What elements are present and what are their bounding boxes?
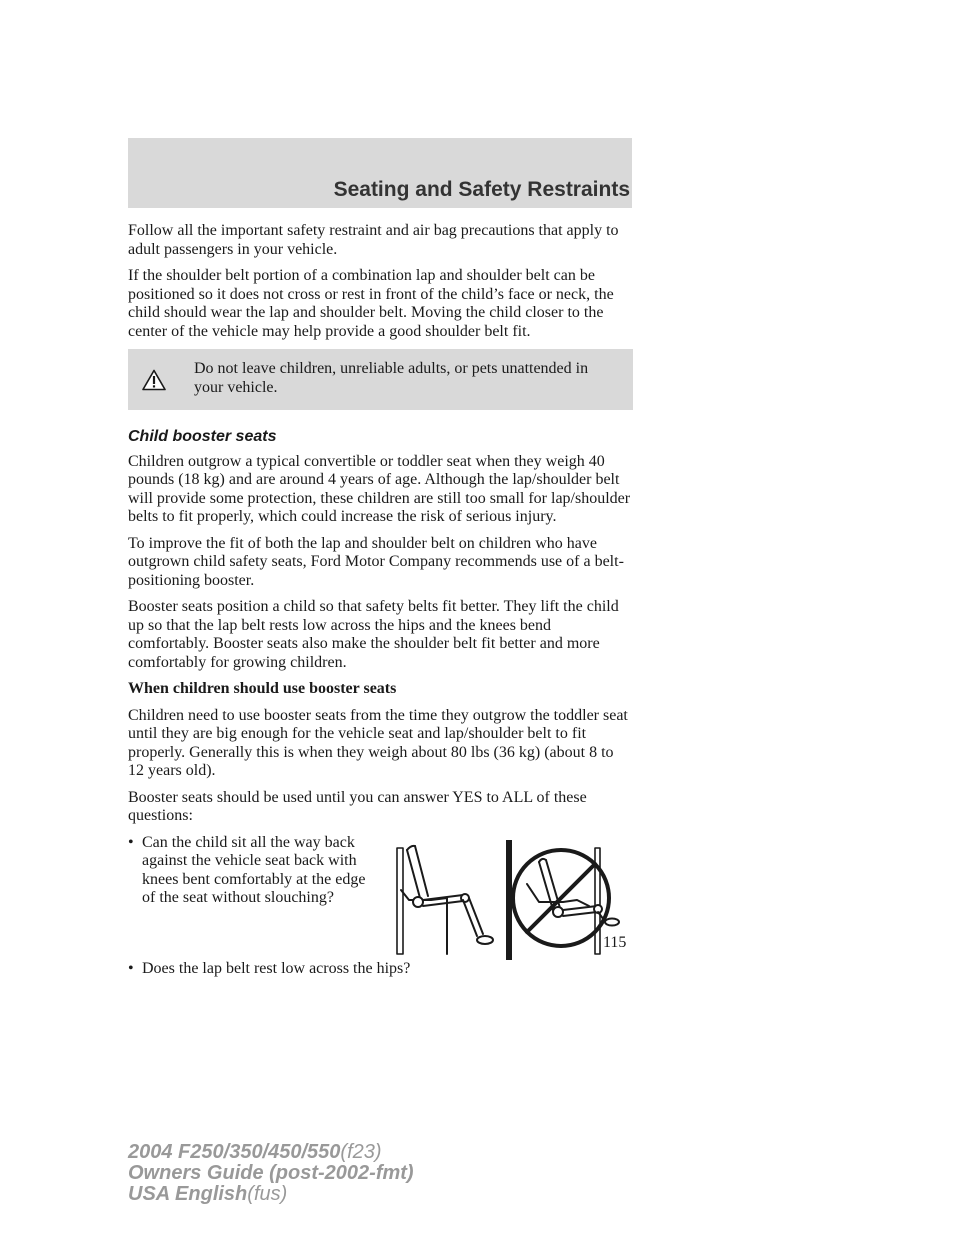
intro-paragraph: If the shoulder belt portion of a combination lap and shoulder belt can be positioned so it does not cross or rest in front of the child’s face or neck, the child should wear the lap and shoulder belt. Moving the child closer to the center of the vehicle may help provide a good shoulder belt fit. bbox=[128, 267, 614, 340]
when-paragraph: Children need to use booster seats from the time they outgrow the toddler seat until they are big enough for the vehicle seat and lap/shoulder belt to fit properly. Generally this is when they weigh about 80 lbs (36 kg) (about 8 to 12 years old). bbox=[128, 706, 628, 779]
seated-posture-correct-vs-incorrect-icon bbox=[393, 840, 633, 960]
footer-language-code: (fus) bbox=[247, 1183, 288, 1205]
footer-guide: Owners Guide (post-2002-fmt) bbox=[128, 1162, 414, 1184]
booster-paragraph: Children outgrow a typical convertible or toddler seat when they weigh 40 pounds (18 kg) and are around 4 years of age. Although the lap/shoulder belt will provide some protection, these children are still too small for lap/shoulder belts to fit properly, which could increase the risk of serious injury. bbox=[128, 452, 631, 525]
bullet-with-diagram bbox=[128, 834, 633, 960]
section-title: Seating and Safety Restraints bbox=[333, 178, 630, 201]
section-heading: Child booster seats bbox=[128, 428, 277, 445]
warning-text: Do not leave children, unreliable adults, or pets unattended in your vehicle. bbox=[194, 360, 589, 396]
booster-paragraph: Booster seats position a child so that safety belts fit better. They lift the child up so that the lap belt rests low across the hips and the knees bend comfortably. Booster seats also make the shoulder belt fit better and more comfortably for growing children. bbox=[128, 598, 619, 671]
warning-triangle-icon bbox=[142, 369, 166, 397]
page-number: 115 bbox=[603, 934, 627, 951]
warning-box bbox=[128, 349, 633, 410]
footer-model-code: (f23) bbox=[340, 1141, 382, 1163]
subheading: When children should use booster seats bbox=[128, 680, 397, 697]
footer bbox=[128, 1142, 414, 1205]
bullet-text: Can the child sit all the way back against the vehicle seat back with knees bent comfortably at the edge of the seat without slouching? bbox=[142, 833, 366, 906]
when-paragraph: Booster seats should be used until you can answer YES to ALL of these questions: bbox=[128, 788, 587, 824]
list-item bbox=[128, 960, 633, 979]
list-item bbox=[128, 834, 378, 952]
section-header bbox=[128, 138, 632, 208]
footer-language: USA English bbox=[128, 1183, 248, 1205]
booster-paragraph: To improve the fit of both the lap and shoulder belt on children who have outgrown child safety seats, Ford Motor Company recommends use of a belt-positioning booster. bbox=[128, 534, 624, 589]
bullet-text: Does the lap belt rest low across the hips? bbox=[142, 959, 411, 977]
intro-paragraph: Follow all the important safety restraint and air bag precautions that apply to adult passengers in your vehicle. bbox=[128, 222, 619, 258]
footer-model: 2004 F250/350/450/550 bbox=[128, 1141, 341, 1163]
page-content bbox=[128, 222, 633, 986]
bullet-icon: • bbox=[128, 833, 134, 851]
bullet-icon: • bbox=[128, 959, 134, 977]
